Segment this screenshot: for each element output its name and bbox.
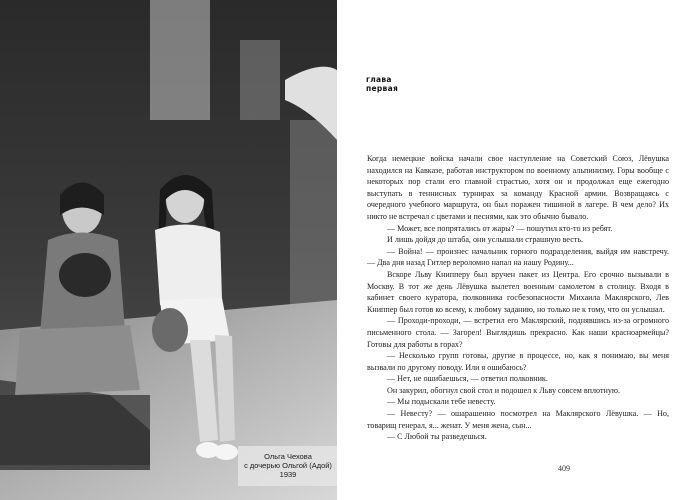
photo-image (0, 0, 337, 500)
paragraph: Вскоре Льву Книпперу был вручен пакет из Центра. Его срочно вызывали в Москву. В тот же день Лёвушка вылетел военным самолетом в столицу. Входя в кабинет своего куратора, полковника госбезопасности Михаила Маклярского, Лев Книппер был готов ко всему, к любому заданию, но только не к тому, что он услышал. (367, 269, 669, 314)
paragraph: — С Любой ты разведешься. (387, 432, 487, 442)
page-number: 409 (558, 464, 570, 473)
paragraph: Когда немецкие войска начали свое наступление на Советский Союз, Лёвушка находился на Кавказе, работая инструктором по военному альпинизму. Горы вообще с некоторых пор стали его главной страстью, хотя он и продолжал еще ежегодно выступать в теннисных турнирах за команду Красной армии. Возвращаясь с очередного учебного маршрута, он был поражен тишиной в лагере. В чем дело? Их никто не встречал с цветами и песнями, как это обычно бывало. (367, 154, 669, 221)
photo (0, 0, 337, 500)
chapter-heading (366, 76, 398, 93)
paragraph: И лишь дойдя до штаба, они услышали страшную весть. (387, 235, 584, 245)
chapter-label: глава (366, 75, 392, 84)
paragraph: — Война! — произнес начальник горного подразделения, выйдя им навстречу. — Два дня назад Гитлер вероломно напал на нашу Родину... (367, 246, 669, 268)
paragraph: — Невесту? — ошарашенно посмотрел на Маклярского Лёвушка. — Но, товарищ генерал, я... женат. У меня жена, сын... (367, 409, 669, 430)
chapter-number: первая (366, 83, 399, 93)
body-text (367, 153, 669, 443)
paragraph: — Нет, не ошибаешься, — ответил полковник. (387, 374, 548, 384)
paragraph: — Мы подыскали тебе невесту. (387, 397, 496, 407)
paragraph: — Несколько групп готовы, другие в процессе, но, как я понимаю, вы меня вызвали по другому поводу. Или я ошибаюсь? (367, 351, 669, 372)
caption-line: с дочерью Ольгой (Адой) (244, 461, 332, 470)
caption-year: 1939 (279, 470, 297, 479)
paragraph: Он закурил, обогнул свой стол и подошел к Льву совсем вплотную. (387, 385, 620, 395)
paragraph: — Может, все попрятались от жары? — пошутил кто-то из ребят. (387, 223, 613, 233)
paragraph: — Проходи-проходи, — встретил его Маклярский, поднявшись из-за огромного письменного стола. — Загорел! Выглядишь прекрасно. Как наши красноармейцы? Готовы для работы в горах? (367, 316, 669, 349)
photo-caption (240, 452, 336, 479)
caption-line: Ольга Чехова (264, 452, 312, 461)
